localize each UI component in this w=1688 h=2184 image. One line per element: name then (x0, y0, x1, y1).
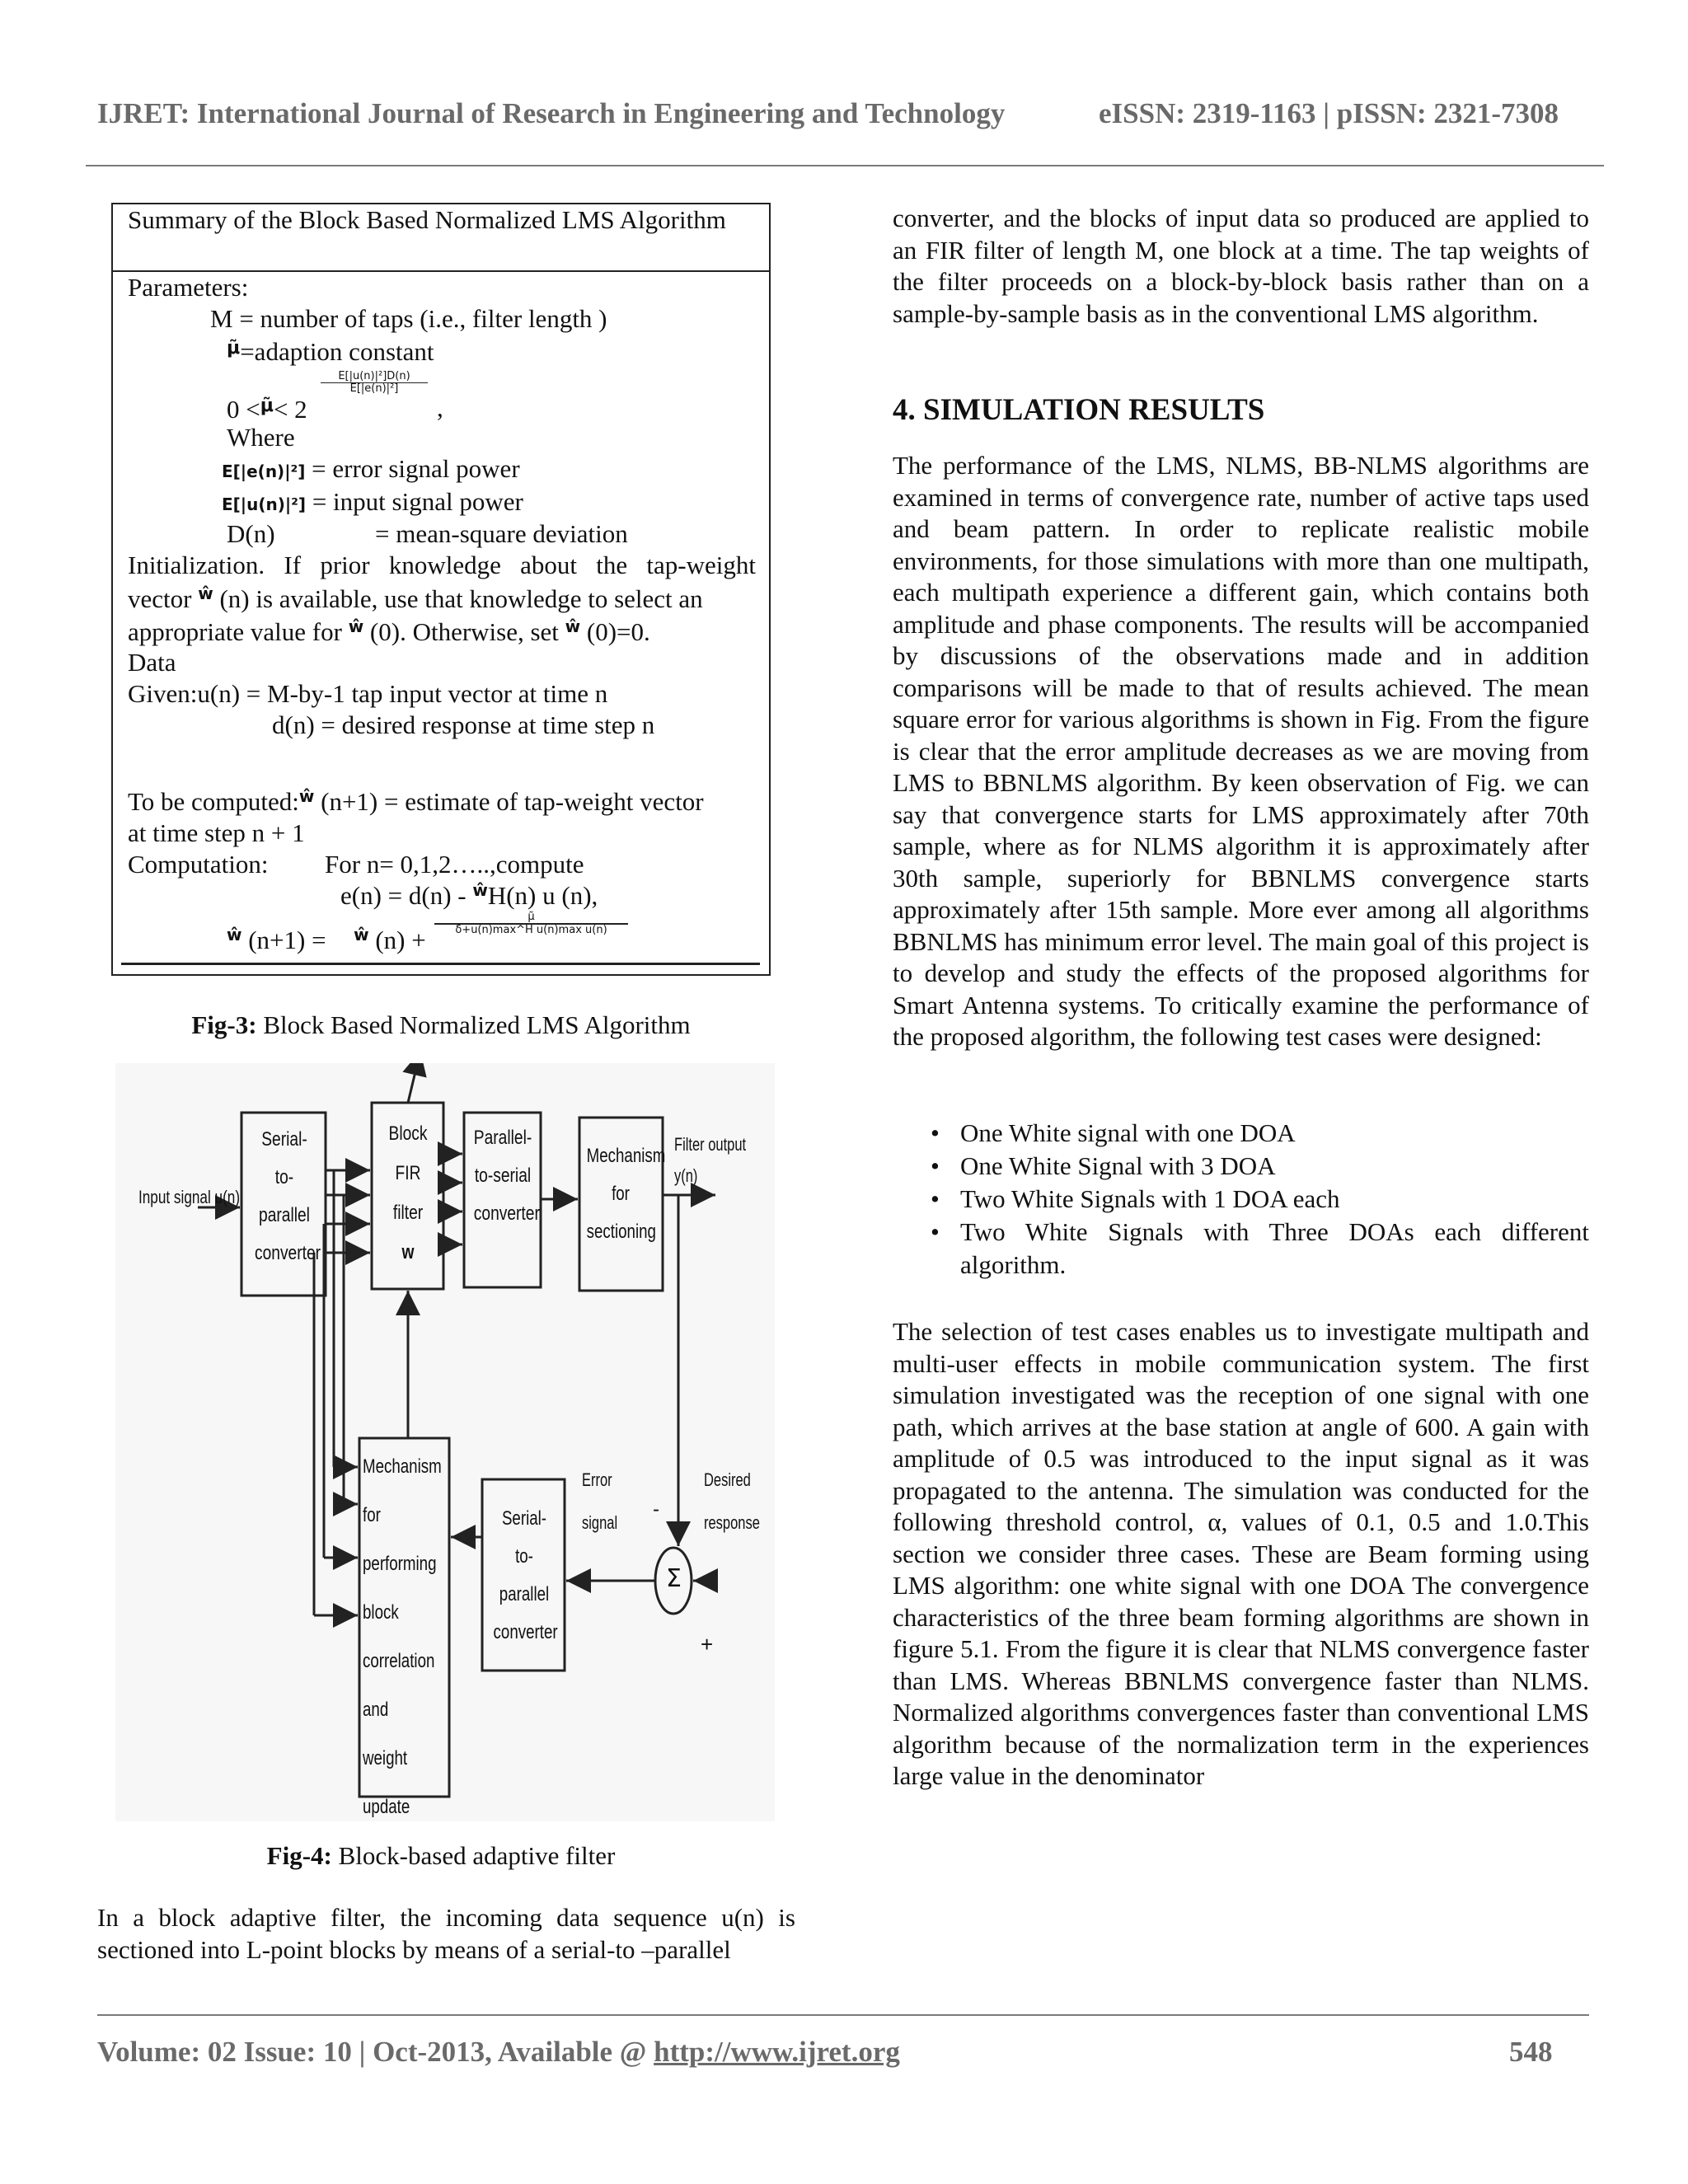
mu-tilde-symbol: μ̃ (227, 338, 241, 359)
range-left: 0 < (227, 395, 260, 424)
mech-line: Mechanism (363, 1455, 442, 1478)
range-frac-denominator: E[|e(n)|²] (349, 382, 399, 395)
init-line3-b: (0). Otherwise, set (369, 617, 559, 646)
update-frac-denominator: δ+u(n)max^H u(n)max u(n) (455, 924, 607, 936)
error-label-line: signal (582, 1512, 618, 1533)
update-frac-numerator: μ̃ (434, 912, 628, 925)
w-hat-symbol: ŵ (298, 786, 315, 806)
error-label-line: Error (582, 1469, 612, 1490)
computed-desc: (n+1) = estimate of tap-weight vector (321, 787, 704, 816)
mu-param-line (227, 336, 434, 371)
header-divider (86, 165, 1604, 166)
m-param-line: M = number of taps (i.e., filter length ) (210, 304, 607, 333)
range-frac-numerator: E[|u(n)|²]D(n) (321, 371, 428, 383)
summary-bottom-rule (121, 963, 760, 965)
s2p2-block (494, 1500, 556, 1652)
fig3-label: Fig-3: (191, 1010, 257, 1039)
simulation-paragraph-1: The performance of the LMS, NLMS, BB-NLMS algorithms are examined in terms of convergence rate, number of active taps used and beam pattern. In order to replicate realistic mobile environments, for those simulations with more than one multipath, each multipath experience a different gain, which contains both amplitude and phase components. The results will be accompanied by discussions of the observations made and in addition comparisons will be made to that of results achieved. The mean square error for various algorithms is shown in Fig. From the figure is clear that the error amplitude decreases as we are moving from LMS to BBNLMS algorithm. By keen observation of Fig. we can say that convergence starts for LMS approximately after 70th sample, where as for NLMS algorithm it is approximately after 30th sample, superiorly for BBNLMS convergence starts approximately after 15th sample. More ever among all algorithms BBNLMS has minimum error level. The main goal of this project is to develop and study the effects of the proposed algorithms for Smart Antenna systems. To critically examine the performance of the proposed algorithm, the following test cases were designed: (893, 451, 1589, 1051)
range-fraction (321, 371, 428, 395)
mech-line: and weight (363, 1699, 408, 1769)
mech-line: for (363, 1504, 381, 1526)
list-item-text: One White Signal with 3 DOA (960, 1151, 1276, 1180)
data-label: Data (128, 648, 176, 677)
error-eq-left: e(n) = d(n) - (340, 881, 467, 910)
w-hat-symbol: ŵ (354, 925, 369, 944)
mech-line: correlation (363, 1650, 435, 1672)
update-fraction (434, 912, 628, 936)
init-line-2 (128, 583, 703, 617)
error-eq-right: H(n) u (n), (487, 881, 598, 910)
fir-line: w (401, 1241, 415, 1263)
init-vector-word: vector (128, 584, 192, 613)
block-adaptive-filter-diagram (115, 1063, 775, 1821)
p2s-line: Parallel- (473, 1127, 532, 1149)
fir-block (382, 1114, 434, 1272)
init-line3-a: appropriate value for (128, 617, 342, 646)
fig3-caption-text: Block Based Normalized LMS Algorithm (256, 1010, 691, 1039)
journal-link[interactable]: http://www.ijret.org (654, 2036, 900, 2068)
output-line: y(n) (674, 1165, 698, 1186)
input-power-symbol: E[|u(n)|²] (222, 494, 307, 514)
summary-title-row (113, 204, 769, 272)
desired-response-label (704, 1459, 760, 1544)
desired-line: d(n) = desired response at time step n (272, 710, 655, 739)
error-power-desc: = error signal power (312, 454, 520, 483)
page-number: 548 (1509, 2036, 1553, 2068)
s2p2-line: converter (493, 1621, 558, 1643)
sect-line: for (612, 1183, 630, 1205)
range-comma: , (437, 393, 443, 422)
s2p-block (255, 1121, 321, 1272)
error-signal-label (582, 1459, 617, 1544)
list-item (931, 1150, 1589, 1183)
desired-label-line: Desired (704, 1469, 751, 1490)
test-case-list (931, 1117, 1589, 1282)
list-item-text: Two White Signals with Three DOAs each different algorithm. (960, 1217, 1589, 1279)
input-power-line (222, 486, 523, 520)
error-power-symbol: E[|e(n)|²] (222, 462, 306, 481)
range-mid: < 2 (273, 395, 307, 424)
fir-line: filter (392, 1202, 424, 1224)
s2p2-line: Serial-to- (501, 1507, 547, 1568)
summary-title: Summary of the Block Based Normalized LMS Algorithm (128, 205, 726, 234)
p2s-line: to-serial (474, 1165, 532, 1187)
update-left: (n+1) = (248, 926, 326, 954)
where-label: Where (227, 423, 295, 452)
bullet-icon: • (931, 1151, 940, 1180)
s2p-line: Serial-to- (261, 1128, 307, 1188)
s2p2-line: parallel (499, 1583, 550, 1605)
section-heading: 4. SIMULATION RESULTS (893, 393, 1265, 427)
update-equation (227, 925, 426, 958)
init-line-3 (128, 616, 650, 650)
init-line3-c: (0)=0. (586, 617, 650, 646)
mech-line: update (363, 1796, 410, 1818)
footer-divider (97, 2014, 1589, 2016)
left-column-paragraph: In a block adaptive filter, the incoming data sequence u(n) is sectioned into L-point blocks by means of a serial-to –parallel (97, 1903, 795, 1964)
list-item-text: Two White Signals with 1 DOA each (960, 1184, 1340, 1213)
dn-symbol: D(n) (227, 519, 275, 548)
p2s-block (473, 1119, 540, 1233)
right-column-continuation: converter, and the blocks of input data so produced are applied to an FIR filter of length M, one block at a time. The tap weights of the filter proceeds on a block-by-block basis rather than on a sample-by-sample basis as in the conventional LMS algorithm. (893, 204, 1589, 328)
desired-label-line: response (704, 1512, 760, 1533)
s2p-line: parallel (259, 1204, 310, 1226)
mech-line: performing (363, 1553, 437, 1575)
update-mid: (n) + (375, 926, 426, 954)
fig4-label: Fig-4: (266, 1841, 332, 1870)
dn-desc: = mean-square deviation (375, 519, 628, 548)
fir-line: FIR (395, 1162, 421, 1184)
filter-output-label (674, 1129, 746, 1192)
sectioning-block (586, 1137, 666, 1251)
computation-label: Computation: (128, 850, 269, 879)
p2s-line: converter (473, 1202, 540, 1225)
list-item (931, 1117, 1589, 1150)
init-line-1: Initialization. If prior knowledge about the tap-weight (128, 551, 756, 579)
init-line2-rest: (n) is available, use that knowledge to select an (219, 584, 703, 613)
running-footer (97, 2036, 1589, 2069)
mech-block (363, 1442, 442, 1831)
computed-label: To be computed: (128, 787, 299, 816)
w-hat-symbol: ŵ (198, 583, 213, 603)
mu-desc: =adaption constant (240, 337, 434, 366)
fig4-caption (111, 1841, 771, 1871)
algorithm-summary-box (111, 203, 771, 976)
bullet-icon: • (931, 1184, 940, 1213)
w-hat-symbol: ŵ (565, 616, 581, 636)
output-line: Filter output (674, 1134, 747, 1155)
sect-line: sectioning (586, 1221, 656, 1243)
error-power-line (222, 453, 520, 487)
sect-line: Mechanism (586, 1145, 666, 1167)
bullet-icon: • (931, 1217, 940, 1246)
minus-sign: - (653, 1498, 659, 1521)
issn-info: eISSN: 2319-1163 | pISSN: 2321-7308 (1099, 97, 1559, 129)
simulation-paragraph-2: The selection of test cases enables us to investigate multipath and multi-user effects in mobile communication system. The first simulation investigated was the reception of one signal with one path, which arrives at the base station at angle of 600. A gain with amplitude of 0.5 was introduced to the input signal as it was propagated to the antenna. The simulation was conducted for the following threshold control, α, values of 0.1, 0.5 and 1.0.This section we consider three cases. These are Beam forming using LMS algorithm: one white signal with one DOA The convergence characteristics of the three beam forming algorithms are shown in figure 5.1. From the figure it is clear that NLMS convergence faster than LMS. Whereas BBNLMS convergence faster than NLMS. Normalized algorithms convergences faster than conventional LMS algorithm because of the normalization term in the experiences large value in the denominator (893, 1317, 1589, 1790)
fir-line: Block (388, 1122, 428, 1145)
for-loop-line: For n= 0,1,2…..,compute (325, 850, 584, 879)
fig3-caption (111, 1010, 771, 1040)
fig4-caption-text: Block-based adaptive filter (331, 1841, 616, 1870)
journal-title: IJRET: International Journal of Research in Engineering and Technology (97, 97, 1006, 129)
s2p-line: converter (255, 1242, 321, 1264)
footer-volume: Volume: 02 Issue: 10 | Oct-2013, Available @ (97, 2036, 654, 2068)
parameters-label: Parameters: (128, 273, 249, 302)
list-item (931, 1183, 1589, 1216)
input-signal-label: Input signal u(n) (138, 1187, 241, 1207)
error-equation (340, 880, 598, 914)
computed-line (128, 786, 704, 820)
input-power-desc: = input signal power (312, 487, 523, 516)
list-item-text: One White signal with one DOA (960, 1118, 1296, 1147)
plus-sign: + (701, 1632, 714, 1657)
w-hat-symbol: ŵ (348, 616, 364, 636)
sum-symbol: Σ (666, 1564, 682, 1593)
range-mu-symbol: μ̃ (260, 396, 274, 416)
mech-line: block (363, 1601, 399, 1624)
bullet-icon: • (931, 1118, 940, 1147)
computed-line-2: at time step n + 1 (128, 818, 305, 847)
w-hat-symbol: ŵ (472, 880, 488, 900)
running-header (97, 97, 1597, 130)
list-item (931, 1216, 1589, 1282)
given-line: Given:u(n) = M-by-1 tap input vector at time n (128, 679, 608, 708)
w-hat-symbol: ŵ (227, 925, 242, 944)
